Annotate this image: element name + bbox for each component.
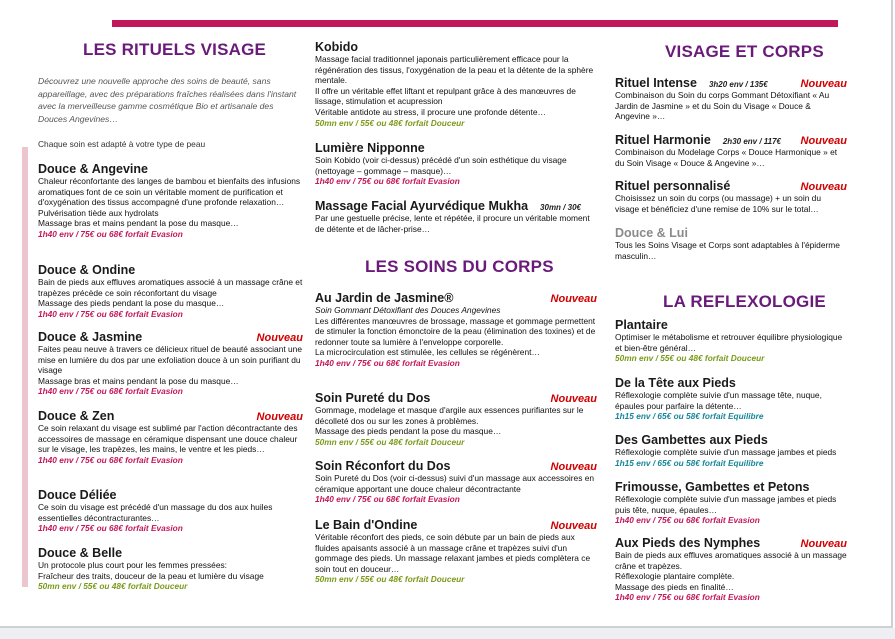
bottom-strip <box>0 628 895 639</box>
item-title: Au Jardin de Jasmine® <box>315 291 454 305</box>
item-description: Choisissez un soin du corps (ou massage) + un soin du visage et bénéficiez d'une remise de 10% sur le total… <box>615 193 821 214</box>
new-badge: Nouveau <box>550 293 597 305</box>
skin-note: Chaque soin est adapté à votre type de peau <box>38 139 206 149</box>
item-description: Soin Pureté du Dos (voir ci-dessus) suivi d'un massage aux accessoires en céramique apportant une douce chaleur décontractante <box>315 473 595 494</box>
section-heading: LES RITUELS VISAGE <box>83 40 267 59</box>
item-description: Bain de pieds aux effluves aromatiques associé à un massage crâne et trapèzes. Réflexologie plantaire complète. Massage des pieds en finalité… <box>615 550 847 592</box>
item-title-row <box>615 133 847 147</box>
item-description: Chaleur réconfortante des langes de bambou et bienfaits des infusions aromatiques font de ce soin un véritable moment de purification et d'oxygénation des tissus accompagné d'une profonde relaxation… Pulvérisation tiède aux hydrolats Massage bras et mains pendant la pose du masque… <box>38 176 301 229</box>
item-title: De la Tête aux Pieds <box>615 376 736 390</box>
item-price: 1h40 env / 75€ ou 68€ forfait Evasion <box>315 176 460 187</box>
menu-item <box>615 480 847 526</box>
menu-item <box>38 330 303 397</box>
menu-item <box>615 179 847 214</box>
item-price: 1h40 env / 75€ ou 68€ forfait Evasion <box>615 515 760 526</box>
item-title-row <box>38 546 303 560</box>
item-description: Réflexologie complète suivie d'un massage jambes et pieds puis tête, nuque, épaules… <box>615 494 837 515</box>
menu-item <box>38 263 303 320</box>
item-title-row <box>615 76 847 90</box>
menu-item <box>315 391 597 448</box>
item-description: Bain de pieds aux effluves aromatiques associé à un massage crâne et trapèzes précède ce soin réconfortant du visage Massage des pieds pendant la pose du masque… <box>38 277 303 309</box>
item-price: 1h15 env / 65€ ou 58€ forfait Equilibre <box>615 411 764 422</box>
item-title-row <box>315 518 597 532</box>
item-title: Douce & Jasmine <box>38 330 143 344</box>
item-description: Tous les Soins Visage et Corps sont adaptables à l'épiderme masculin… <box>615 240 840 261</box>
new-badge: Nouveau <box>800 78 847 90</box>
item-title-row <box>615 433 847 447</box>
new-badge: Nouveau <box>800 135 847 147</box>
item-title-row <box>38 488 303 502</box>
menu-item <box>615 536 847 603</box>
item-title-row <box>38 409 303 423</box>
item-title-row <box>38 162 303 176</box>
item-title-row <box>315 291 597 305</box>
item-title: Douce & Angevine <box>38 162 148 176</box>
new-badge: Nouveau <box>256 332 303 344</box>
item-title: Des Gambettes aux Pieds <box>615 433 768 447</box>
item-title: Massage Facial Ayurvédique Mukha <box>315 199 529 213</box>
section-heading: VISAGE ET CORPS <box>665 42 824 61</box>
item-title: Rituel personnalisé <box>615 179 731 193</box>
menu-item <box>615 226 847 261</box>
item-price: 1h40 env / 75€ ou 68€ forfait Evasion <box>38 523 183 534</box>
item-duration: 2h30 env / 117€ <box>722 137 781 146</box>
menu-item <box>615 433 847 469</box>
item-title-row <box>615 376 847 390</box>
menu-item <box>315 459 597 505</box>
item-title-row <box>315 459 597 473</box>
item-title: Soin Pureté du Dos <box>315 391 431 405</box>
intro-text: Découvrez une nouvelle approche des soins de beauté, sans appareillage, avec des préparations fraîches réalisées dans l'instant avec la merveilleuse gamme cosmétique Bio et artisanale des Douces Angevines… <box>38 76 297 124</box>
item-description: Optimiser le métabolisme et retrouver équilibre physiologique et bien-être général… <box>615 332 843 353</box>
item-price: 1h40 env / 75€ ou 68€ forfait Evasion <box>315 357 460 368</box>
item-title: Rituel Harmonie <box>615 133 711 147</box>
item-title: Douce & Lui <box>615 226 688 240</box>
item-title: Douce & Belle <box>38 546 123 560</box>
item-price: 50mn env / 55€ ou 48€ forfait Douceur <box>615 353 765 364</box>
item-title: Douce Déliée <box>38 488 117 502</box>
item-description: Les différentes manœuvres de brossage, massage et gommage permettent de stimuler la fonction émonctoire de la peau (élimination des toxines) et de redonner toute sa lumière à l'enveloppe corporelle. La microcirculation est stimulée, les cellules se régénèrent… <box>315 315 596 358</box>
item-price: 50mn env / 55€ ou 48€ forfait Douceur <box>315 574 465 585</box>
item-description: Combinaison du Modelage Corps « Douce Harmonique » et du Soin Visage « Douce & Angevine »… <box>615 147 838 168</box>
menu-item <box>38 162 303 240</box>
item-price: 1h40 env / 75€ ou 68€ forfait Evasion <box>38 228 183 239</box>
item-description: Ce soin relaxant du visage est sublimé par l'action décontractante des accessoires de massage en céramique dispensant une douce chaleur sur le visage, les trapèzes, les mains, le ventre et les pieds… <box>38 423 298 455</box>
item-title-row <box>315 40 597 54</box>
new-badge: Nouveau <box>550 520 597 532</box>
item-description: Ce soin du visage est précédé d'un massage du dos aux huiles essentielles décontracturantes… <box>38 502 273 523</box>
item-description: Massage facial traditionnel japonais particulièrement efficace pour la régénération des tissus, l'oxygénation de la peau et la détente de la sphère mentale. Il offre un véritable effet liftant et repulpant grâce à des manœuvres de lissage, stimulation et acupression Véritable antidote au stress, il procure une profonde détente… <box>315 54 594 117</box>
menu-item <box>315 291 597 369</box>
item-price: 1h40 env / 75€ ou 68€ forfait Evasion <box>315 494 460 505</box>
item-title-row <box>315 199 597 213</box>
item-description: Un protocole plus court pour les femmes pressées: Fraîcheur des traits, douceur de la peau et lumière du visage <box>38 560 264 581</box>
new-badge: Nouveau <box>550 393 597 405</box>
menu-item <box>315 199 597 234</box>
item-subtitle: Soin Gommant Détoxifiant des Douces Angevines <box>315 305 501 315</box>
item-title-row <box>38 330 303 344</box>
menu-item <box>615 318 847 364</box>
menu-item <box>615 376 847 422</box>
item-description: Réflexologie complète suivie d'un massage tête, nuque, épaules pour parfaire la détente… <box>615 390 822 411</box>
menu-item <box>615 133 847 168</box>
item-description: Combinaison du Soin du corps Gommant Détoxifiant « Au Jardin de Jasmine » et du Soin du Visage « Douce & Angevine »… <box>615 90 830 122</box>
item-title-row <box>615 536 847 550</box>
item-description: Soin Kobido (voir ci-dessus) précédé d'un soin esthétique du visage (nettoyage – gommage – masque)… <box>315 155 567 176</box>
item-title-row <box>315 391 597 405</box>
item-title-row <box>615 179 847 193</box>
item-price: 1h40 env / 75€ ou 68€ forfait Evasion <box>38 308 183 319</box>
item-description: Faites peau neuve à travers ce délicieux rituel de beauté associant une mise en lumière du dos par une exfoliation douce à un soin purifiant du visage Massage bras et mains pendant la pose du masque… <box>38 344 302 386</box>
menu-item <box>315 40 597 129</box>
menu-item <box>615 76 847 122</box>
menu-item <box>38 488 303 534</box>
section-heading: LES SOINS DU CORPS <box>365 257 554 276</box>
item-title-row <box>615 318 847 332</box>
new-badge: Nouveau <box>550 461 597 473</box>
menu-item <box>38 546 303 592</box>
item-duration: 3h20 env / 135€ <box>708 80 768 89</box>
item-price: 1h40 env / 75€ ou 68€ forfait Evasion <box>38 454 183 465</box>
item-title-row <box>38 263 303 277</box>
item-description: Véritable réconfort des pieds, ce soin débute par un bain de pieds aux fluides apaisants associé à un massage crâne et trapèzes suivi d'un gommage des pieds. Un massage relaxant jambes et pieds complètera ce soin tout en douceur… <box>315 532 591 574</box>
item-price: 1h40 env / 75€ ou 68€ forfait Evasion <box>38 386 183 397</box>
item-description: Gommage, modelage et masque d'argile aux essences purifiantes sur le décolleté dos ou sur les zones à problèmes. Massage des pieds pendant la pose du masque… <box>315 405 584 437</box>
menu-item <box>38 409 303 466</box>
item-title-row <box>615 226 847 240</box>
item-title: Frimousse, Gambettes et Petons <box>615 480 810 494</box>
item-title: Le Bain d'Ondine <box>315 518 418 532</box>
section-heading: LA REFLEXOLOGIE <box>663 292 826 311</box>
side-accent-bar <box>22 147 28 587</box>
item-title: Aux Pieds des Nymphes <box>615 536 761 550</box>
item-title-row <box>315 141 597 155</box>
item-price: 50mn env / 55€ ou 48€ forfait Douceur <box>315 436 465 447</box>
item-price: 1h40 env / 75€ ou 68€ forfait Evasion <box>615 592 760 603</box>
item-price: 1h15 env / 65€ ou 58€ forfait Equilibre <box>615 457 764 468</box>
item-description: Par une gestuelle précise, lente et répétée, il procure un véritable moment de détente et de lâcher-prise… <box>315 213 590 234</box>
menu-item <box>315 141 597 187</box>
item-title: Douce & Ondine <box>38 263 136 277</box>
item-title: Rituel Intense <box>615 76 697 90</box>
new-badge: Nouveau <box>256 411 303 423</box>
item-title: Soin Réconfort du Dos <box>315 459 451 473</box>
new-badge: Nouveau <box>800 181 847 193</box>
new-badge: Nouveau <box>800 538 847 550</box>
top-accent-bar <box>112 20 838 27</box>
item-title: Douce & Zen <box>38 409 115 423</box>
item-title-row <box>615 480 847 494</box>
item-title: Lumière Nipponne <box>315 141 425 155</box>
item-price: 50mn env / 55€ ou 48€ forfait Douceur <box>315 117 465 128</box>
menu-item <box>315 518 597 585</box>
item-description: Réflexologie complète suivie d'un massage jambes et pieds <box>615 447 837 457</box>
item-duration: 30mn / 30€ <box>540 203 581 212</box>
item-title: Plantaire <box>615 318 668 332</box>
item-title: Kobido <box>315 40 359 54</box>
item-price: 50mn env / 55€ ou 48€ forfait Douceur <box>38 581 188 592</box>
